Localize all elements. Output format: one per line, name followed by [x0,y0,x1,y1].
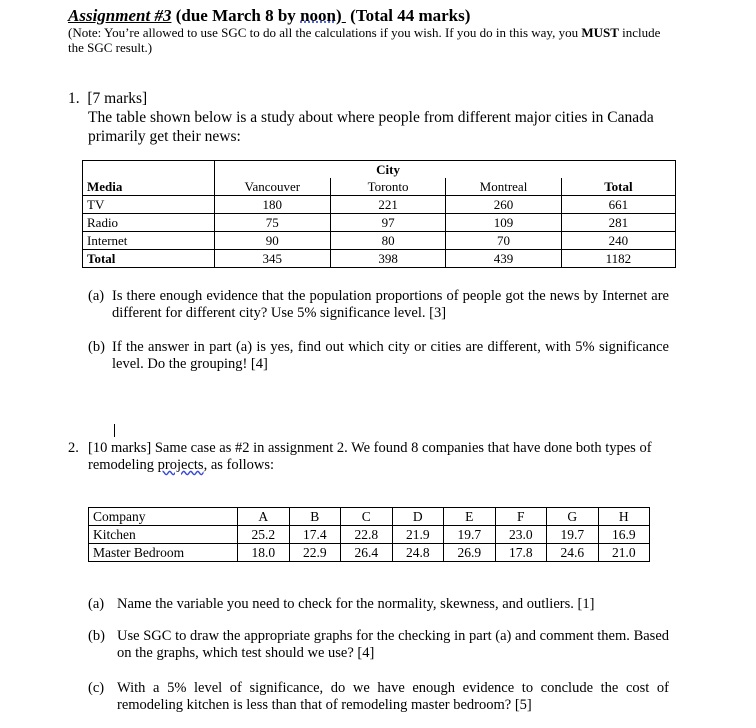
question-2-part-a [88,596,669,613]
column-header: A [238,508,290,526]
table-cell: 16.9 [598,526,650,544]
column-header: D [392,508,444,526]
table-cell: 1182 [561,250,675,268]
table-cell: 26.4 [341,544,393,562]
table-row [83,196,676,214]
table-row [89,526,650,544]
table-cell: 97 [330,214,445,232]
part-text: If the answer in part (a) is yes, find out which city or cities are different, with 5% significance level. Do the grouping! [4] [112,339,669,372]
table-cell: 398 [330,250,445,268]
table-cell: 24.6 [547,544,599,562]
column-header: H [598,508,650,526]
question-2-text-end: , as follows: [203,457,275,473]
table-cell: Master Bedroom [89,544,238,562]
question-1-header [68,90,147,108]
part-text: Is there enough evidence that the population proportions of people got the news by Internet are different for different city? Use 5% significance level. [3] [112,288,669,321]
table-cell: Total [83,250,215,268]
question-2-number: 2. [68,440,79,456]
table-cell: 70 [446,232,562,250]
remodeling-cost-table [88,507,650,562]
note-text: (Note: You’re allowed to use SGC to do all the calculations if you wish. If you do in this way, you [68,25,582,40]
table-row [83,214,676,232]
question-1-number: 1. [68,90,80,107]
table-cell: 26.9 [444,544,496,562]
table-cell: 22.8 [341,526,393,544]
table-cell: Radio [83,214,215,232]
total-marks: (Total 44 marks) [350,6,471,25]
table-cell: 180 [214,196,330,214]
column-header: Total [561,178,675,196]
table-cell: 17.4 [289,526,341,544]
question-2-text [88,440,673,474]
column-header: C [341,508,393,526]
table-cell: 25.2 [238,526,290,544]
table-cell: 23.0 [495,526,547,544]
city-group-header: City [330,161,445,179]
text-cursor [114,424,115,437]
table-cell: 281 [561,214,675,232]
table-cell: 221 [330,196,445,214]
part-text: Use SGC to draw the appropriate graphs for the checking in part (a) and comment them. Based on the graphs, which test should we use? [4] [117,628,669,661]
table-cell: 345 [214,250,330,268]
table-row [83,161,676,179]
question-1-text: The table shown below is a study about where people from different major cities in Canada primarily get their news: [88,109,654,145]
column-header: G [547,508,599,526]
table-cell: 90 [214,232,330,250]
assignment-title [68,6,470,26]
question-2-projects-word: projects [157,457,204,473]
table-cell: 21.9 [392,526,444,544]
question-2-part-c [88,680,669,714]
column-header: Company [89,508,238,526]
part-label: (b) [88,628,105,644]
question-1-part-b [88,339,669,373]
table-cell: TV [83,196,215,214]
part-label: (a) [88,596,105,612]
column-header: F [495,508,547,526]
part-label: (b) [88,339,105,355]
table-cell: Internet [83,232,215,250]
table-cell: 240 [561,232,675,250]
news-source-table [82,160,676,268]
table-cell: 260 [446,196,562,214]
table-cell: 19.7 [444,526,496,544]
column-header: Montreal [446,178,562,196]
table-cell: 19.7 [547,526,599,544]
table-row [89,508,650,526]
column-header: Toronto [330,178,445,196]
note-must: MUST [581,25,619,40]
question-2-part-b [88,628,669,662]
table-cell: 22.9 [289,544,341,562]
assignment-name: Assignment #3 [68,6,172,25]
column-header: B [289,508,341,526]
column-header: Vancouver [214,178,330,196]
table-row [83,232,676,250]
table-cell: Kitchen [89,526,238,544]
table-cell: 80 [330,232,445,250]
column-header: E [444,508,496,526]
table-cell: 18.0 [238,544,290,562]
assignment-note [68,25,678,55]
table-row [89,544,650,562]
table-cell: 24.8 [392,544,444,562]
table-cell: 75 [214,214,330,232]
part-label: (c) [88,680,105,696]
question-1-marks: [7 marks] [87,90,148,107]
part-text: Name the variable you need to check for the normality, skewness, and outliers. [1] [117,596,595,612]
table-cell: 17.8 [495,544,547,562]
table-cell: 439 [446,250,562,268]
note-end: include the SGC result.) [68,25,661,55]
due-prefix: (due March 8 by [171,6,301,25]
part-label: (a) [88,288,105,304]
question-1-part-a [88,288,669,322]
column-header: Media [83,178,215,196]
question-2-text-start: [10 marks] Same case as #2 in assignment 2. We found 8 companies that have done both types of remodeling [88,440,652,473]
table-row [83,178,676,196]
table-row [83,250,676,268]
table-cell: 21.0 [598,544,650,562]
table-cell: 661 [561,196,675,214]
part-text: With a 5% level of significance, do we have enough evidence to conclude the cost of remodeling kitchen is less than that of remodeling master bedroom? [5] [117,680,669,713]
due-paren: ) [335,6,342,25]
due-noon: noon [300,6,336,25]
table-cell: 109 [446,214,562,232]
